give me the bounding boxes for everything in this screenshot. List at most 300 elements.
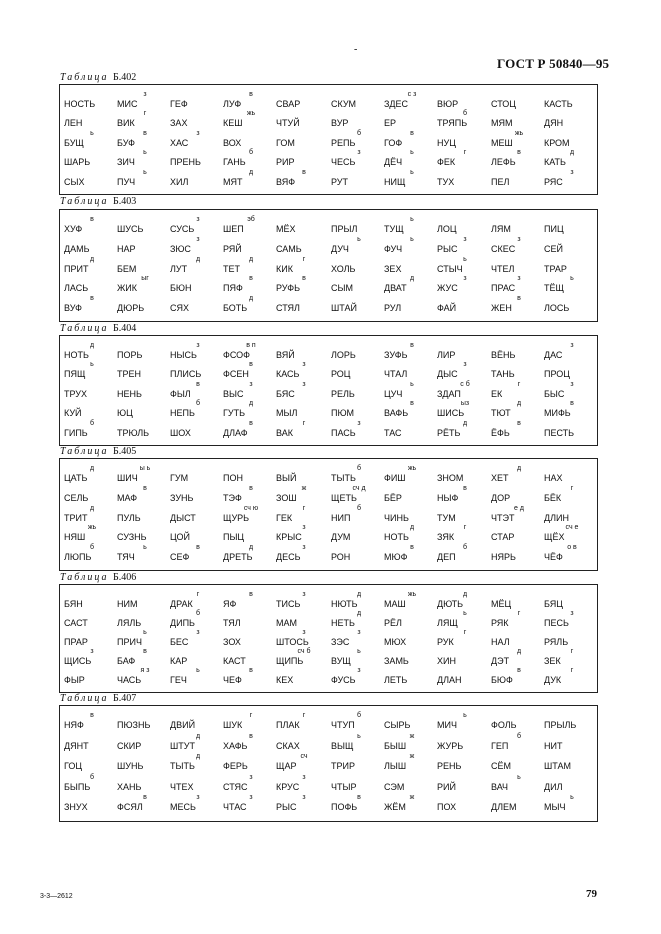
word-mark: ь <box>143 149 147 157</box>
table-caption-number: Б.406 <box>112 572 137 583</box>
word-table <box>59 84 598 195</box>
word-text: ХИН <box>437 656 456 666</box>
word-text: ФЕК <box>437 157 456 168</box>
header-dot: - <box>354 44 358 55</box>
word-text: ЗЮС <box>170 243 191 254</box>
word-text: ПЛИСЬ <box>170 369 202 380</box>
word-text: ЗАХ <box>170 118 188 129</box>
word-text: ЦОЙ <box>170 532 190 543</box>
word-text: ГАНЬ <box>223 157 246 168</box>
word-text: ПЮМ <box>331 408 355 419</box>
word-table <box>59 209 598 322</box>
word-text: КИК <box>276 263 293 274</box>
word-mark: з <box>357 629 361 636</box>
word-mark: з <box>302 544 306 552</box>
word-text: ПРИЧ <box>117 637 142 647</box>
word-mark: д <box>195 732 201 740</box>
word-text: МАМ <box>276 618 297 628</box>
word-text: ДЛАФ <box>223 427 248 438</box>
word-text: ТЮТ <box>491 408 511 419</box>
word-text: БЯН <box>64 599 83 609</box>
word-text: НЮТЬ <box>331 599 358 609</box>
word-mark: д <box>409 275 415 283</box>
word-mark: в <box>143 129 147 137</box>
word-text: ЩУРЬ <box>223 512 250 523</box>
word-mark: ы ь <box>139 465 151 472</box>
word-text: НАЛ <box>491 637 510 647</box>
word-text: ПЮЗНЬ <box>117 720 151 730</box>
word-mark: в <box>249 667 253 674</box>
word-mark: з <box>302 773 306 781</box>
word-text: РЕЛЬ <box>331 388 355 399</box>
word-text: ДЯНТ <box>64 740 89 751</box>
word-text: ДЛЕМ <box>491 802 517 813</box>
word-text: МЕСЬ <box>170 802 196 813</box>
word-mark: ыг <box>141 275 149 283</box>
word-text: ВЯФ <box>276 176 296 187</box>
word-mark: ж <box>409 794 415 802</box>
word-text: РУТ <box>331 176 349 187</box>
word-text: КАСТЬ <box>544 99 573 109</box>
word-text: ЛЯЛЬ <box>117 618 142 628</box>
word-text: ЖУС <box>437 283 458 294</box>
word-text: ТАНЬ <box>491 369 515 380</box>
word-text: НЯФ <box>64 720 84 730</box>
word-text: БЯС <box>276 388 295 399</box>
word-mark: в <box>143 484 147 492</box>
word-text: РУК <box>437 637 454 647</box>
word-mark: о в <box>567 544 577 552</box>
word-text: САСТ <box>64 618 88 628</box>
word-text: ЗЕК <box>544 656 561 666</box>
word-mark: в <box>90 295 94 303</box>
word-text: КАТЬ <box>544 157 566 168</box>
word-text: КЕШ <box>223 118 243 129</box>
word-text: НИТ <box>544 740 563 751</box>
word-text: ЗОШ <box>276 492 297 503</box>
word-text: ПЕСЬ <box>544 618 569 628</box>
word-text: ЛОЦ <box>437 224 457 234</box>
word-text: ФЫЛ <box>170 388 191 399</box>
word-text: ВЯЙ <box>276 350 295 360</box>
word-text: ЛЯЩ <box>437 618 458 628</box>
word-mark: в п <box>246 342 256 349</box>
word-mark: в <box>249 91 253 98</box>
word-text: ФОЛЬ <box>491 720 517 730</box>
word-text: НИП <box>331 512 351 523</box>
word-mark: в <box>196 380 200 388</box>
word-table <box>59 705 598 822</box>
word-mark: з <box>357 419 361 427</box>
word-text: ЗНОМ <box>437 473 464 483</box>
word-mark: з <box>570 380 574 388</box>
word-text: НЕНЬ <box>117 388 142 399</box>
word-text: ДЭТ <box>491 656 510 666</box>
table-caption-number: Б.405 <box>112 446 137 457</box>
word-text: ЧТУЙ <box>276 118 300 129</box>
word-mark: ь <box>410 216 414 223</box>
word-mark: г <box>463 149 467 157</box>
word-text: ПРАР <box>64 637 88 647</box>
word-text: МАШ <box>384 599 406 609</box>
word-text: ЗЭС <box>331 637 350 647</box>
word-text: ПИЦ <box>544 224 564 234</box>
table-caption-word: Таблица <box>60 572 109 583</box>
word-text: ЧТЕЛ <box>491 263 515 274</box>
word-mark: ь <box>517 773 521 781</box>
word-text: НЕТЬ <box>331 618 355 628</box>
word-text: ЖИК <box>117 283 138 294</box>
word-text: СТЫЧ <box>437 263 463 274</box>
word-text: ТУХ <box>437 176 455 187</box>
word-mark: з <box>196 235 200 243</box>
word-mark: г <box>143 110 147 118</box>
word-text: БУЩ <box>64 137 84 148</box>
word-mark: в <box>249 732 253 740</box>
word-mark: жь <box>246 110 256 118</box>
word-text: БОТЬ <box>223 303 248 314</box>
word-mark: ь <box>410 380 414 388</box>
word-text: ПРИТ <box>64 263 89 274</box>
word-mark: з <box>196 629 200 636</box>
word-mark: з <box>570 342 574 349</box>
word-mark: г <box>570 667 574 674</box>
word-text: РЁЛ <box>384 618 402 628</box>
word-text: СТАР <box>491 532 515 543</box>
word-text: ПЛАК <box>276 720 300 730</box>
word-mark: г <box>463 629 467 636</box>
word-mark: д <box>516 400 522 408</box>
word-text: ДВИЙ <box>170 720 196 730</box>
word-text: МЁЦ <box>491 599 512 609</box>
word-text: ХИЛ <box>170 176 189 187</box>
word-mark: ь <box>143 168 147 176</box>
table-caption <box>60 572 136 583</box>
word-text: КАСЬ <box>276 369 300 380</box>
word-text: НЫСЬ <box>170 350 197 360</box>
word-text: СКАХ <box>276 740 300 751</box>
word-text: СЕЛЬ <box>64 492 89 503</box>
word-mark: с з <box>407 91 417 98</box>
word-text: ДЫСТ <box>170 512 196 523</box>
word-mark: з <box>302 629 306 636</box>
word-text: ДУМ <box>331 532 351 543</box>
word-text: ЖЕН <box>491 303 512 314</box>
word-text: НАР <box>117 243 136 254</box>
word-text: НУЦ <box>437 137 456 148</box>
word-mark: б <box>89 544 94 552</box>
word-text: ЗЯК <box>437 532 455 543</box>
word-text: ПРОЦ <box>544 369 570 380</box>
word-text: БЮН <box>170 283 192 294</box>
word-mark: с б <box>460 380 470 388</box>
word-text: ЧЕСЬ <box>331 157 356 168</box>
word-text: ТЫТЬ <box>331 473 356 483</box>
word-text: ТУЩ <box>384 224 404 234</box>
word-text: ДЁЧ <box>384 157 403 168</box>
word-mark: в <box>143 648 147 655</box>
word-mark: ь <box>143 544 147 552</box>
word-text: МАФ <box>117 492 138 503</box>
word-text: ЁФЬ <box>491 427 510 438</box>
word-text: СЫМ <box>331 283 353 294</box>
word-text: ТРИТ <box>64 512 88 523</box>
word-text: РЕПЬ <box>331 137 356 148</box>
word-mark: г <box>570 648 574 655</box>
word-mark: в <box>249 275 253 283</box>
word-text: ПЕЛ <box>491 176 510 187</box>
word-text: КРЫС <box>276 532 302 543</box>
word-text: ГЕК <box>276 512 293 523</box>
word-text: ШЕП <box>223 224 244 234</box>
word-mark: г <box>570 484 574 492</box>
word-mark: з <box>249 773 253 781</box>
word-text: РЫС <box>437 243 458 254</box>
word-mark: д <box>248 400 254 408</box>
word-text: БЫШ <box>384 740 407 751</box>
print-code: 3-3—2612 <box>40 893 73 900</box>
word-text: ТРИР <box>331 761 355 772</box>
word-mark: з <box>463 235 467 243</box>
word-text: МЮФ <box>384 552 408 563</box>
word-text: МИФЬ <box>544 408 571 419</box>
word-text: НЕПЬ <box>170 408 195 419</box>
word-mark: з <box>302 591 306 598</box>
word-text: ТУМ <box>437 512 456 523</box>
word-text: ЧЕФ <box>223 675 242 685</box>
word-mark: в <box>517 419 521 427</box>
table-caption-number: Б.402 <box>112 72 137 83</box>
word-mark: д <box>356 610 362 617</box>
word-mark: в <box>302 168 306 176</box>
word-mark: з <box>463 275 467 283</box>
word-text: ЕР <box>384 118 397 129</box>
word-text: РУФЬ <box>276 283 300 294</box>
word-mark: з <box>357 149 361 157</box>
word-text: МЯМ <box>491 118 513 129</box>
word-text: РЕНЬ <box>437 761 462 772</box>
table-caption <box>60 196 136 207</box>
word-text: ШОХ <box>170 427 191 438</box>
word-text: ЛУТ <box>170 263 188 274</box>
word-text: НАХ <box>544 473 563 483</box>
word-text: БЁР <box>384 492 402 503</box>
word-text: ПРЫЛ <box>331 224 358 234</box>
word-mark: г <box>249 712 253 719</box>
word-text: МЁХ <box>276 224 296 234</box>
word-mark: д <box>516 465 522 472</box>
word-mark: жь <box>407 591 417 598</box>
word-text: ШУК <box>223 720 243 730</box>
word-table <box>59 458 598 571</box>
word-text: НОТЬ <box>384 532 409 543</box>
word-mark: з <box>302 794 306 802</box>
word-text: ЖЁМ <box>384 802 406 813</box>
word-text: ФАЙ <box>437 303 457 314</box>
word-text: ТЁЩ <box>544 283 564 294</box>
word-mark: д <box>462 591 468 598</box>
word-text: ВУФ <box>64 303 82 314</box>
word-text: РИЙ <box>437 781 456 792</box>
word-mark: ь <box>357 648 361 655</box>
word-mark: б <box>248 149 253 157</box>
word-mark: б <box>356 465 361 472</box>
table-caption-word: Таблица <box>60 446 109 457</box>
word-text: ЩИПЬ <box>276 656 304 666</box>
word-text: ХУФ <box>64 224 83 234</box>
word-text: НИМ <box>117 599 138 609</box>
word-text: ПОН <box>223 473 243 483</box>
word-text: ВИК <box>117 118 135 129</box>
word-mark: з <box>517 235 521 243</box>
word-text: ДЫС <box>437 369 458 380</box>
word-text: ТЯЛ <box>223 618 241 628</box>
word-text: ВАК <box>276 427 293 438</box>
word-text: РЫС <box>276 802 297 813</box>
word-mark: ж <box>409 732 415 740</box>
word-text: СЫХ <box>64 176 85 187</box>
word-text: СЕЙ <box>544 243 563 254</box>
word-mark: д <box>516 648 522 655</box>
word-text: ГЕФ <box>170 99 188 109</box>
word-text: ХОЛЬ <box>331 263 356 274</box>
word-mark: г <box>302 712 306 719</box>
word-mark: з <box>302 524 306 532</box>
word-text: ЗУНЬ <box>170 492 194 503</box>
word-mark: ь <box>357 732 361 740</box>
word-mark: з <box>196 342 200 349</box>
word-text: ДАС <box>544 350 563 360</box>
word-text: СЫРЬ <box>384 720 411 730</box>
word-mark: г <box>517 380 521 388</box>
word-mark: в <box>196 544 200 552</box>
word-text: БУФ <box>117 137 135 148</box>
word-mark: ь <box>90 361 94 369</box>
word-mark: з <box>570 610 574 617</box>
word-text: ЧТЕХ <box>170 781 194 792</box>
word-text: ЛИР <box>437 350 456 360</box>
word-mark: ь <box>357 235 361 243</box>
word-text: ДИПЬ <box>170 618 195 628</box>
word-mark: в <box>463 484 467 492</box>
word-mark: б <box>356 712 361 719</box>
word-mark: з <box>196 129 200 137</box>
table-caption <box>60 323 136 334</box>
word-text: ДРАК <box>170 599 193 609</box>
word-text: ГОФ <box>384 137 403 148</box>
word-mark: в <box>249 361 253 369</box>
word-text: КУЙ <box>64 408 82 419</box>
word-text: ПРЫЛЬ <box>544 720 577 730</box>
word-mark: ыз <box>460 400 470 408</box>
word-text: НОТЬ <box>64 350 89 360</box>
word-mark: е д <box>514 504 524 512</box>
word-text: ДЕП <box>437 552 456 563</box>
word-mark: сч ю <box>243 504 259 512</box>
word-text: БЕМ <box>117 263 137 274</box>
word-mark: я з <box>140 667 150 674</box>
word-text: ПЯФ <box>223 283 243 294</box>
word-mark: б <box>89 773 94 781</box>
word-text: НОСТЬ <box>64 99 96 109</box>
standard-header: ГОСТ Р 50840—95 <box>497 56 610 71</box>
word-text: ПОФЬ <box>331 802 358 813</box>
word-mark: в <box>90 712 94 719</box>
table-caption <box>60 446 136 457</box>
word-mark: б <box>89 419 94 427</box>
word-mark: д <box>248 544 254 552</box>
word-text: ЗУФЬ <box>384 350 408 360</box>
word-mark: б <box>195 400 200 408</box>
word-text: ЗИЧ <box>117 157 135 168</box>
word-text: ВОХ <box>223 137 242 148</box>
word-text: РОЦ <box>331 369 351 380</box>
word-text: СУЗНЬ <box>117 532 147 543</box>
word-text: ЛЕТЬ <box>384 675 408 685</box>
word-mark: в <box>410 400 414 408</box>
word-mark: в <box>249 591 253 598</box>
table-caption <box>60 693 136 704</box>
word-mark: д <box>89 255 95 263</box>
word-text: ЩАР <box>276 761 297 772</box>
word-text: ПОХ <box>437 802 457 813</box>
word-mark: д <box>195 255 201 263</box>
word-text: ТРЕН <box>117 369 142 380</box>
table-caption-word: Таблица <box>60 196 109 207</box>
word-mark: в <box>90 216 94 223</box>
word-text: СКЕС <box>491 243 516 254</box>
word-text: ДУК <box>544 675 562 685</box>
word-text: БЫС <box>544 388 565 399</box>
word-table <box>59 584 598 693</box>
word-text: ХАФЬ <box>223 740 248 751</box>
table-caption <box>60 72 136 83</box>
word-text: ВАФЬ <box>384 408 409 419</box>
word-text: ФСОФ <box>223 350 250 360</box>
word-text: НЯРЬ <box>491 552 516 563</box>
word-text: КЕХ <box>276 675 294 685</box>
word-text: СУСЬ <box>170 224 195 234</box>
word-text: ШУНЬ <box>117 761 144 772</box>
word-text: ЗДАП <box>437 388 461 399</box>
word-mark: з <box>249 380 253 388</box>
word-text: БАФ <box>117 656 136 666</box>
word-text: СТЯЛ <box>276 303 300 314</box>
word-text: ЦУЧ <box>384 388 403 399</box>
word-text: КРУС <box>276 781 300 792</box>
word-text: РИР <box>276 157 295 168</box>
table-caption-number: Б.404 <box>112 323 137 334</box>
word-text: СТЯС <box>223 781 248 792</box>
word-text: ЗНУХ <box>64 802 88 813</box>
word-text: ЕК <box>491 388 503 399</box>
word-text: ДЯН <box>544 118 564 129</box>
word-text: ТРЯПЬ <box>437 118 468 129</box>
word-text: ЦАТЬ <box>64 473 88 483</box>
word-text: БЁК <box>544 492 562 503</box>
word-text: ХАНЬ <box>117 781 142 792</box>
word-mark: б <box>356 504 361 512</box>
word-mark: д <box>248 255 254 263</box>
word-text: СЁМ <box>491 761 512 772</box>
word-mark: ь <box>463 610 467 617</box>
word-text: ЗАМЬ <box>384 656 409 666</box>
word-text: МЫЧ <box>544 802 566 813</box>
word-text: ГЕП <box>491 740 509 751</box>
word-mark: д <box>409 524 415 532</box>
word-mark: сч б <box>297 648 311 655</box>
word-text: НЫФ <box>437 492 459 503</box>
